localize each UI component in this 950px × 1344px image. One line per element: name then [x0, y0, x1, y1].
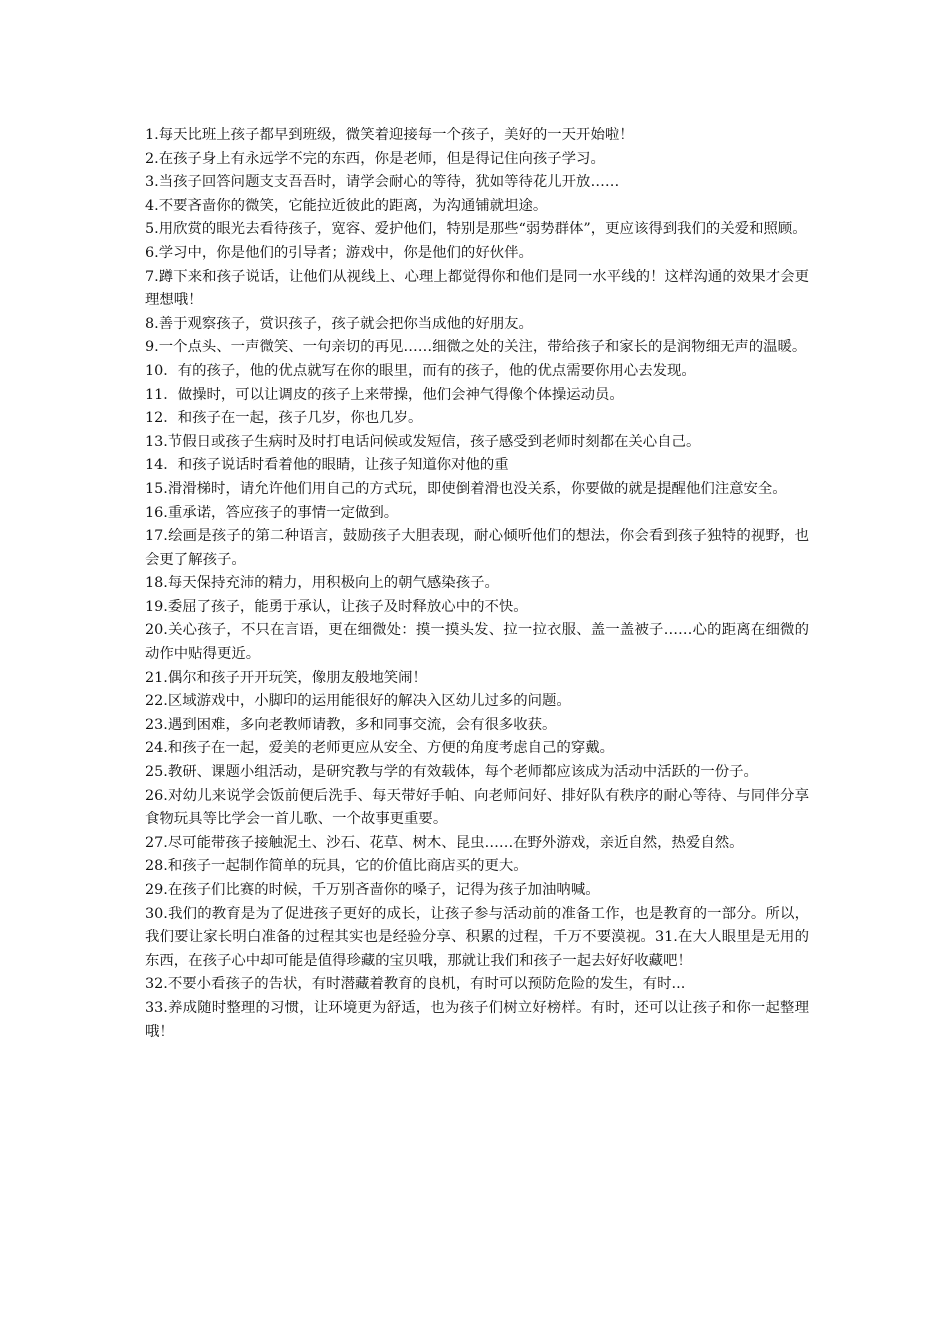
paragraph-10: 10．有的孩子，他的优点就写在你的眼里，而有的孩子，他的优点需要你用心去发现。 — [145, 362, 696, 379]
paragraph-26: 26.对幼儿来说学会饭前便后洗手、每天带好手帕、向老师问好、排好队有秩序的耐心等待、与同伴分享食物玩具等比学会一首儿歌、一个故事更重要。 — [145, 787, 809, 828]
paragraph-14: 14．和孩子说话时看着他的眼睛，让孩子知道你对他的重 — [145, 457, 509, 474]
paragraph-18: 18.每天保持充沛的精力，用积极向上的朝气感染孩子。 — [145, 575, 499, 592]
paragraph-28: 28.和孩子一起制作简单的玩具，它的价值比商店买的更大。 — [145, 858, 528, 875]
paragraph-33: 33.养成随时整理的习惯，让环境更为舒适，也为孩子们树立好榜样。有时，还可以让孩子和你一起整理哦！ — [145, 999, 809, 1040]
paragraph-6: 6.学习中，你是他们的引导者；游戏中，你是他们的好伙伴。 — [145, 244, 533, 261]
paragraph-29: 29.在孩子们比赛的时候，千万别吝啬你的嗓子，记得为孩子加油呐喊。 — [145, 882, 600, 898]
paragraph-32: 32.不要小看孩子的告状，有时潜藏着教育的良机，有时可以预防危险的发生，有时... — [145, 976, 686, 993]
paragraph-20: 20.关心孩子，不只在言语，更在细微处：摸一摸头发、拉一拉衣服、盖一盖被子……心的距离在细微的动作中贴得更近。 — [145, 622, 809, 663]
paragraph-27: 27.尽可能带孩子接触泥土、沙石、花草、树木、昆虫……在野外游戏，亲近自然，热爱自然。 — [145, 834, 744, 851]
paragraph-25: 25.教研、课题小组活动，是研究教与学的有效载体，每个老师都应该成为活动中活跃的一份子。 — [145, 764, 758, 781]
paragraph-1: 1.每天比班上孩子都早到班级，微笑着迎接每一个孩子，美好的一天开始啦！ — [145, 127, 634, 143]
paragraph-30: 30.我们的教育是为了促进孩子更好的成长，让孩子参与活动前的准备工作，也是教育的一部分。所以，我们要让家长明白准备的过程其实也是经验分享、积累的过程，千万不要漠视。31.在大人眼里是无用的东西，在孩子心中却可能是值得珍藏的宝贝哦，那就让我们和孩子一起去好好收藏吧！ — [145, 905, 809, 969]
paragraph-2: 2.在孩子身上有永远学不完的东西，你是老师，但是得记住向孩子学习。 — [145, 150, 605, 167]
paragraph-23: 23.遇到困难，多向老教师请教，多和同事交流，会有很多收获。 — [145, 716, 557, 733]
paragraph-11: 11．做操时，可以让调皮的孩子上来带操，他们会神气得像个体操运动员。 — [145, 386, 624, 403]
paragraph-7: 7.蹲下来和孩子说话，让他们从视线上、心理上都觉得你和他们是同一水平线的！这样沟通的效果才会更理想哦！ — [145, 268, 809, 309]
paragraph-8: 8.善于观察孩子，赏识孩子，孩子就会把你当成他的好朋友。 — [145, 315, 533, 332]
paragraph-9: 9.一个点头、一声微笑、一句亲切的再见……细微之处的关注，带给孩子和家长的是润物细无声的温暖。 — [145, 339, 807, 356]
paragraph-21: 21.偶尔和孩子开开玩笑，像朋友般地笑闹！ — [145, 669, 427, 686]
paragraph-15: 15.滑滑梯时，请允许他们用自己的方式玩，即使倒着滑也没关系，你要做的就是提醒他们注意安全。 — [145, 480, 787, 497]
paragraph-12: 12．和孩子在一起，孩子几岁，你也几岁。 — [145, 410, 423, 427]
paragraph-22: 22.区域游戏中，小脚印的运用能很好的解决入区幼儿过多的问题。 — [145, 693, 571, 710]
paragraph-24: 24.和孩子在一起，爱美的老师更应从安全、方便的角度考虑自己的穿戴。 — [145, 740, 614, 757]
paragraph-3: 3.当孩子回答问题支支吾吾时，请学会耐心的等待，犹如等待花儿开放…… — [145, 174, 620, 191]
document-body — [145, 124, 809, 1044]
paragraph-16: 16.重承诺，答应孩子的事情一定做到。 — [145, 504, 399, 521]
paragraph-13: 13.节假日或孩子生病时及时打电话问候或发短信，孩子感受到老师时刻都在关心自己。 — [145, 433, 701, 450]
paragraph-5: 5.用欣赏的眼光去看待孩子，宽容、爱护他们，特别是那些“弱势群体”，更应该得到我们的关爱和照顾。 — [145, 221, 807, 238]
paragraph-17: 17.绘画是孩子的第二种语言，鼓励孩子大胆表现，耐心倾听他们的想法，你会看到孩子独特的视野，也会更了解孩子。 — [145, 528, 809, 568]
paragraph-4: 4.不要吝啬你的微笑，它能拉近彼此的距离，为沟通铺就坦途。 — [145, 197, 548, 214]
paragraph-19: 19.委屈了孩子，能勇于承认，让孩子及时释放心中的不快。 — [145, 598, 528, 615]
